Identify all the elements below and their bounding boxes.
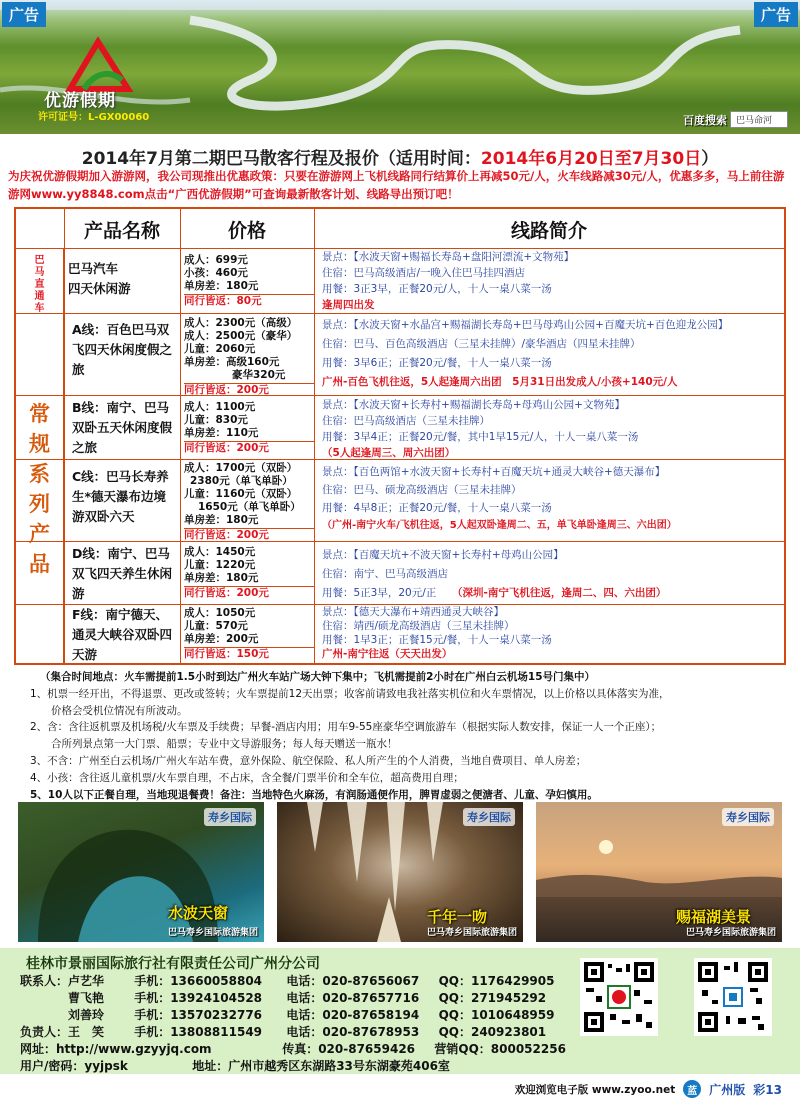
route-line: 用餐：3早6正；正餐20元/餐，十人一桌八菜一汤 — [322, 357, 552, 369]
contact-person: 曹飞艳 — [20, 991, 105, 1005]
baidu-search — [683, 111, 788, 128]
price-line: 单房差：180元 — [184, 572, 259, 584]
contact-row — [20, 1040, 566, 1057]
top-banner — [0, 0, 800, 134]
title-main: 2014年7月第二期巴马散客行程及报价（适用时间： — [81, 149, 481, 169]
photo-corp: 巴马寿乡国际旅游集团 — [685, 928, 776, 938]
contact-qq: QQ：240923801 — [438, 1025, 547, 1039]
product-name: C线：巴马长寿养生*德天瀑布边境游双卧六天 — [72, 469, 169, 524]
product-name: F线：南宁德天、通灵大峡谷双卧四天游 — [72, 607, 173, 662]
footer — [0, 1078, 800, 1100]
route-departure: （深圳-南宁飞机往返，逢周二、四、六出团） — [457, 587, 667, 599]
route-block — [322, 605, 782, 661]
product-name: D线：南宁、巴马双飞四天养生休闲游 — [72, 546, 173, 601]
route-block — [322, 463, 782, 535]
price-line: 1650元（单飞单卧） — [198, 501, 301, 513]
header-price: 价格 — [227, 219, 266, 242]
page-number: 彩13 — [753, 1082, 782, 1097]
price-block — [184, 401, 314, 455]
table-row — [16, 460, 784, 542]
route-block — [322, 397, 782, 461]
mountain-logo-icon — [40, 34, 160, 94]
table-header — [16, 209, 784, 249]
route-line — [322, 584, 782, 603]
ad-tag-right: 广告 — [754, 2, 798, 27]
page-title — [0, 144, 800, 169]
contact-section — [0, 948, 800, 1074]
contact-phone: 电话：020-87656067 — [286, 974, 420, 988]
price-block — [184, 462, 314, 542]
photo-corp: 巴马寿乡国际旅游集团 — [426, 928, 517, 938]
note-line: 价格会受机位情况有所波动。 — [30, 704, 188, 717]
route-block — [322, 546, 782, 603]
note-line: 3、不含：广州至白云机场/广州火车站车费，意外保险、航空保险、私人所产生的个人消费，当地自费项目、单人房差； — [30, 754, 587, 767]
photo-lake — [536, 802, 782, 942]
qr-code-icon — [580, 958, 658, 1036]
title-close: ） — [701, 149, 719, 169]
product-name: B线：南宁、巴马双卧五天休闲度假之旅 — [72, 400, 173, 455]
contact-row — [20, 1023, 546, 1040]
route-line: 景点：【水波天窗+水晶宫+赐福湖长寿岛+巴马母鸡山公园+百魔天坑+百色迎龙公园】 — [322, 319, 729, 331]
route-departure: 逢周四出发 — [322, 299, 375, 311]
company-name: 桂林市景丽国际旅行社有限责任公司广州分公司 — [26, 956, 320, 972]
route-line: 住宿：巴马、硕龙高级酒店（三星未挂牌） — [322, 484, 522, 496]
table-row — [16, 396, 784, 460]
contact-qq: QQ：1010648959 — [438, 1008, 555, 1022]
contact-phone: 电话：020-87678953 — [286, 1025, 420, 1039]
route-line: 用餐：3正3早，正餐20元/人，十人一桌八菜一汤 — [322, 283, 552, 295]
peer-rebate: 同行皆返：80元 — [184, 294, 314, 308]
product-name: 巴马汽车 四天休闲游 — [68, 261, 131, 296]
address: 地址：广州市越秀区东湖路33号东湖豪苑406室 — [192, 1059, 450, 1073]
peer-rebate: 同行皆返：200元 — [184, 441, 314, 455]
photo-caption: 千年一吻 — [427, 908, 488, 926]
price-block — [184, 254, 314, 308]
product-name: A线：百色巴马双飞四天休闲度假之旅 — [72, 322, 173, 377]
note-line: 5、10人以下正餐自理，当地现退餐费！备注：当地特色火麻汤，有润肠通便作用，脾胃虚弱之便溏者、儿童、孕妇慎用。 — [30, 788, 598, 801]
contact-person: 联系人：卢艺华 — [20, 974, 105, 988]
contact-person: 刘善玲 — [20, 1008, 105, 1022]
price-line: 儿童：830元 — [184, 414, 248, 426]
price-line: 成人：699元 — [184, 254, 248, 266]
route-departure: 广州-百色飞机往返，5人起逢周六出团 5月31日出发成人/小孩+140元/人 — [322, 376, 678, 388]
contact-row — [20, 972, 554, 989]
contact-person: 负责人：王 笑 — [20, 1025, 105, 1039]
user-password: 用户/密码：yyjpsk — [20, 1059, 128, 1073]
gather-note: （集合时间地点：火车需提前1.5小时到达广州火车站广场大钟下集中；飞机需提前2小时在广州白云机场15号门集中） — [40, 671, 596, 683]
price-line: 2380元（单飞单卧） — [190, 475, 293, 487]
route-departure: （5人起逢周三、周六出团） — [322, 447, 456, 459]
ad-tag-left: 广告 — [2, 2, 46, 27]
qr-code-icon — [582, 960, 656, 1034]
route-line: 住宿：巴马高级酒店/一晚入住巴马挂四酒店 — [322, 267, 526, 279]
contact-qq: QQ：1176429905 — [438, 974, 555, 988]
photo-caption: 赐福湖美景 — [676, 908, 752, 926]
contact-phone: 电话：020-87657716 — [286, 991, 420, 1005]
route-departure: 广州-南宁往返（天天出发） — [322, 648, 453, 660]
price-block — [184, 546, 314, 600]
contact-mobile: 手机：13570232776 — [134, 1008, 263, 1022]
photo-strip — [18, 802, 782, 942]
route-block — [322, 316, 782, 392]
photo-caption: 水波天窗 — [168, 904, 229, 922]
photo-water-cave — [18, 802, 264, 942]
route-line: 景点：【百色两馆+水波天窗+长寿村+百魔天坑+通灵大峡谷+德天瀑布】 — [322, 466, 666, 478]
peer-rebate: 同行皆返：150元 — [184, 647, 314, 661]
route-line: 用餐：4早8正；正餐20元/餐，十人一桌八菜一汤 — [322, 502, 552, 514]
price-line: 儿童：1160元（双卧） — [184, 488, 298, 500]
header-route: 线路简介 — [510, 219, 587, 242]
price-line: 成人：1050元 — [184, 607, 256, 619]
price-line: 单房差：高级160元 — [184, 356, 280, 368]
route-line: 景点：【水波天窗+长寿村+赐福湖长寿岛+母鸡山公园+文物苑】 — [322, 399, 625, 411]
contact-mobile: 手机：13924104528 — [134, 991, 263, 1005]
price-line: 成人：1700元（双卧） — [184, 462, 298, 474]
route-line: 住宿：靖西/硕龙高级酒店（三星未挂牌） — [322, 620, 515, 632]
price-line: 儿童：2060元 — [184, 343, 256, 355]
notes-section — [30, 669, 790, 803]
baidu-search-label: 百度搜索 — [683, 113, 727, 127]
itinerary-table — [14, 207, 786, 665]
price-line: 儿童：570元 — [184, 620, 248, 632]
contact-qq: QQ：271945292 — [438, 991, 547, 1005]
note-line: 1、机票一经开出，不得退票、更改或签转；火车票提前12天出票；收客前请致电我社落实机位和火车票情况，以上价格以具体落实为准， — [30, 687, 670, 700]
table-row — [16, 542, 784, 605]
category-regular-label: 常规系列产品 — [29, 401, 50, 576]
price-line: 单房差：110元 — [184, 427, 259, 439]
website[interactable]: 网址：http://www.gzyyjq.com — [20, 1042, 212, 1056]
contact-row — [20, 1006, 554, 1023]
note-line: 2、含：含往返机票及机场税/火车票及手续费；早餐-酒店内用；用车9-55座豪华空调旅游车（根据实际人数安排，保证一人一个正座）； — [30, 721, 662, 734]
edition-name: 广州版 — [709, 1082, 746, 1097]
price-line: 豪华320元 — [232, 369, 286, 381]
photo-brand: 寿乡国际 — [463, 808, 515, 826]
route-line: 景点：【德天大瀑布+靖西通灵大峡谷】 — [322, 606, 505, 618]
route-line: 用餐：1早3正；正餐15元/餐，十人一桌八菜一汤 — [322, 634, 552, 646]
price-line: 儿童：1220元 — [184, 559, 256, 571]
header-product: 产品名称 — [83, 219, 160, 242]
qr-code-icon — [696, 960, 770, 1034]
photo-brand: 寿乡国际 — [722, 808, 774, 826]
route-line: 景点：【百魔天坑+不波天窗+长寿村+母鸡山公园】 — [322, 549, 564, 561]
category-direct-label: 巴马直通车 — [34, 255, 45, 314]
qr-code-icon — [694, 958, 772, 1036]
peer-rebate: 同行皆返：200元 — [184, 383, 314, 397]
route-meal: 用餐：5正3早，20元/正 — [322, 587, 437, 599]
promo-text: 为庆祝优游假期加入游游网，我公司现推出优惠政策：只要在游游网上飞机线路同行结算价上再减50元/人，火车线路减30元/人，优惠多多，马上前往游游网www.yy8848.com点击“广西优游假期”可查询最新散客计划、线路导出预订吧！ — [8, 169, 785, 201]
marketing-qq: 营销QQ：800052256 — [434, 1042, 566, 1056]
table-row — [16, 314, 784, 396]
route-line: 住宿：南宁、巴马高级酒店 — [322, 568, 448, 580]
table-row — [16, 249, 784, 314]
price-line: 小孩：460元 — [184, 267, 248, 279]
footer-text: 欢迎浏览电子版 www.zyoo.net — [514, 1083, 676, 1096]
price-line: 单房差：180元 — [184, 280, 259, 292]
price-line: 单房差：180元 — [184, 514, 259, 526]
contact-row — [20, 989, 546, 1006]
note-line: 4、小孩：含往返儿童机票/火车票自理，不占床，含全餐/门票半价和全车位，超高费用自理； — [30, 771, 464, 784]
route-line: 住宿：巴马高级酒店（三星未挂牌） — [322, 415, 490, 427]
price-line: 单房差：200元 — [184, 633, 259, 645]
photo-stalactite — [277, 802, 523, 942]
price-line: 成人：2300元（高级） — [184, 317, 298, 329]
photo-corp: 巴马寿乡国际旅游集团 — [167, 928, 258, 938]
price-block — [184, 317, 314, 397]
contact-phone: 电话：020-87658194 — [286, 1008, 420, 1022]
route-line: 用餐：3早4正；正餐20元/餐，其中1早15元/人，十人一桌八菜一汤 — [322, 431, 639, 443]
price-line: 成人：2500元（豪华） — [184, 330, 298, 342]
contact-row — [20, 1057, 450, 1074]
license-number: 许可证号：L-GX00060 — [38, 112, 150, 123]
baidu-search-input[interactable]: 巴马命河 — [730, 111, 788, 128]
price-line: 成人：1100元 — [184, 401, 256, 413]
note-line: 合所列景点第一大门票、船票；专业中文导游服务；每人每天赠送一瓶水！ — [30, 738, 398, 751]
route-departure: （广州-南宁火车/飞机往返，5人起双卧逢周二、五，单飞单卧逢周三、六出团） — [322, 520, 677, 531]
contact-mobile: 手机：13660058804 — [134, 974, 263, 988]
photo-brand: 寿乡国际 — [204, 808, 256, 826]
route-line: 景点：【水波天窗+赐福长寿岛+盘阳河漂流+文物苑】 — [322, 251, 575, 263]
price-line: 成人：1450元 — [184, 546, 256, 558]
peer-rebate: 同行皆返：200元 — [184, 528, 314, 542]
brand-name: 优游假期 — [44, 91, 116, 111]
peer-rebate: 同行皆返：200元 — [184, 586, 314, 600]
contact-mobile: 手机：13808811549 — [134, 1025, 263, 1039]
table-row — [16, 605, 784, 663]
route-line: 住宿：巴马、百色高级酒店（三星未挂牌）/豪华酒店（四星未挂牌） — [322, 338, 641, 350]
route-block — [322, 249, 782, 313]
price-block — [184, 607, 314, 661]
edition-badge-icon: 蓝 — [683, 1080, 701, 1098]
fax: 传真：020-87659426 — [282, 1042, 416, 1056]
title-dates: 2014年6月20日至7月30日 — [480, 149, 702, 169]
